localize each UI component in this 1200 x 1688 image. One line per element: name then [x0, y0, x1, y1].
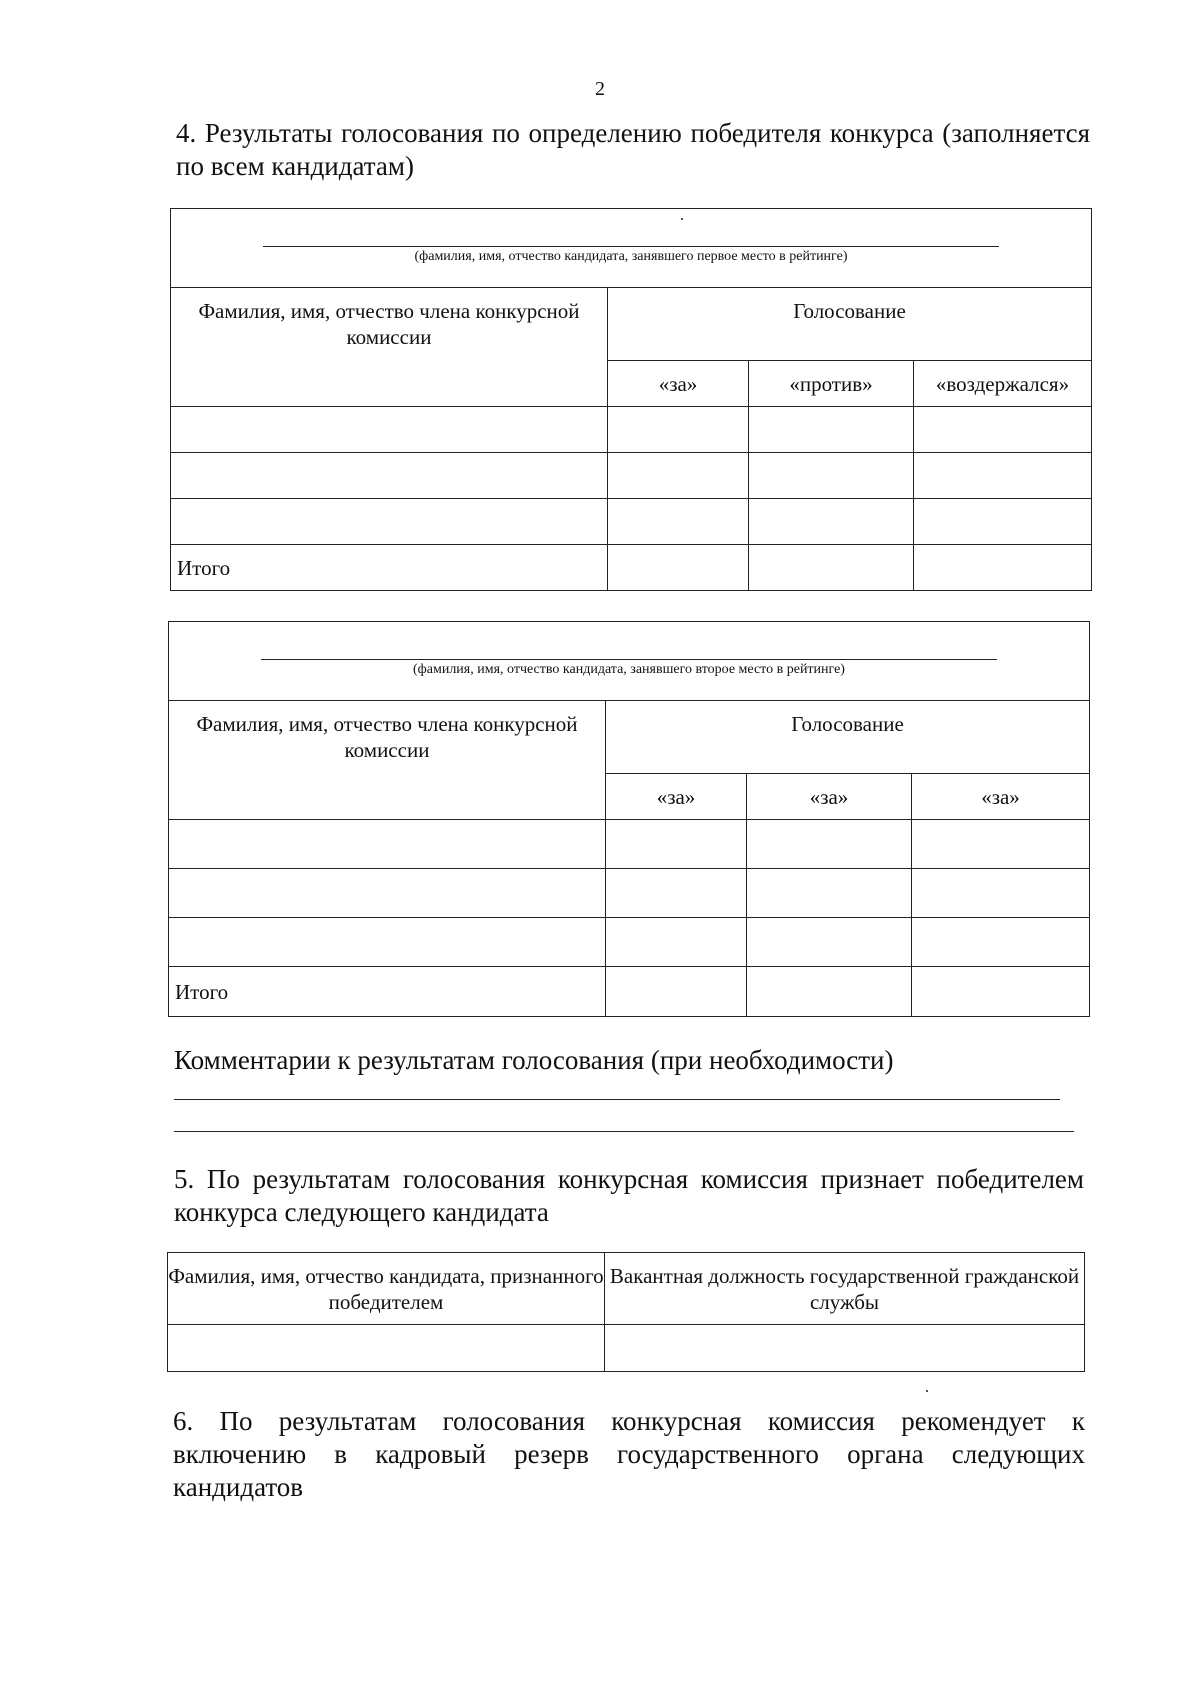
table-row: [169, 918, 1090, 967]
comment-line[interactable]: [174, 1099, 1060, 1100]
vote-against-cell[interactable]: [749, 453, 914, 499]
vote-cell[interactable]: [912, 918, 1090, 967]
total-row: [169, 967, 1090, 1017]
vote-against-cell[interactable]: [749, 407, 914, 453]
candidate-name-line: [263, 246, 999, 247]
table-row: [169, 820, 1090, 869]
voting-table-second-place: [168, 621, 1090, 1017]
member-name-cell[interactable]: [169, 869, 606, 918]
member-name-header: Фамилия, имя, отчество члена конкурсной комиссии: [171, 288, 608, 407]
total-label: Итого: [171, 545, 608, 591]
winner-name-cell[interactable]: [168, 1325, 605, 1372]
member-name-cell[interactable]: [171, 407, 608, 453]
total-cell[interactable]: [912, 967, 1090, 1017]
total-cell[interactable]: [747, 967, 912, 1017]
candidate-caption: (фамилия, имя, отчество кандидата, занявшего первое место в рейтинге): [414, 249, 848, 264]
member-name-cell[interactable]: [169, 918, 606, 967]
vote-for-cell[interactable]: [608, 407, 749, 453]
total-against-cell[interactable]: [749, 545, 914, 591]
section-5-heading: 5. По результатам голосования конкурсная комиссия признает победителем конкурса следующего кандидата: [174, 1164, 1084, 1227]
winner-table: [167, 1252, 1085, 1372]
vote-for-cell[interactable]: [608, 499, 749, 545]
table-row: [169, 869, 1090, 918]
table-row: [171, 453, 1092, 499]
vote-column-2-header: «за»: [747, 774, 912, 820]
vote-cell[interactable]: [606, 820, 747, 869]
table-row: [171, 499, 1092, 545]
vacant-position-cell[interactable]: [605, 1325, 1085, 1372]
scan-speck: [926, 1390, 928, 1392]
vote-abstain-cell[interactable]: [914, 453, 1092, 499]
vote-cell[interactable]: [747, 869, 912, 918]
total-label: Итого: [169, 967, 606, 1017]
vote-abstain-header: «воздержался»: [914, 361, 1092, 407]
member-name-header: Фамилия, имя, отчество члена конкурсной комиссии: [169, 701, 606, 820]
scan-speck: [681, 218, 683, 220]
total-abstain-cell[interactable]: [914, 545, 1092, 591]
candidate-name-line: [261, 659, 997, 660]
vote-abstain-cell[interactable]: [914, 499, 1092, 545]
vote-for-cell[interactable]: [608, 453, 749, 499]
total-row: [171, 545, 1092, 591]
page-number: 2: [595, 78, 605, 100]
candidate-name-cell[interactable]: [169, 622, 1090, 701]
vote-cell[interactable]: [747, 820, 912, 869]
vote-cell[interactable]: [912, 869, 1090, 918]
comment-line[interactable]: [174, 1131, 1074, 1132]
total-for-cell[interactable]: [608, 545, 749, 591]
member-name-cell[interactable]: [169, 820, 606, 869]
voting-header: Голосование: [606, 701, 1090, 774]
candidate-name-cell[interactable]: [171, 209, 1092, 288]
winner-name-header: Фамилия, имя, отчество кандидата, признанного победителем: [168, 1253, 605, 1325]
vote-for-header: «за»: [608, 361, 749, 407]
vote-against-cell[interactable]: [749, 499, 914, 545]
voting-header: Голосование: [608, 288, 1092, 361]
total-cell[interactable]: [606, 967, 747, 1017]
member-name-cell[interactable]: [171, 499, 608, 545]
table-row: [171, 407, 1092, 453]
voting-table-first-place: [170, 208, 1092, 591]
vote-against-header: «против»: [749, 361, 914, 407]
vacant-position-header: Вакантная должность государственной гражданской службы: [605, 1253, 1085, 1325]
vote-cell[interactable]: [747, 918, 912, 967]
comments-label: Комментарии к результатам голосования (при необходимости): [174, 1045, 894, 1075]
vote-cell[interactable]: [606, 918, 747, 967]
vote-abstain-cell[interactable]: [914, 407, 1092, 453]
vote-cell[interactable]: [606, 869, 747, 918]
vote-cell[interactable]: [912, 820, 1090, 869]
table-row: [168, 1325, 1085, 1372]
candidate-caption: (фамилия, имя, отчество кандидата, занявшего второе место в рейтинге): [413, 662, 845, 677]
member-name-cell[interactable]: [171, 453, 608, 499]
section-6-heading: 6. По результатам голосования конкурсная комиссия рекомендует к включению в кадровый резерв государственного органа следующих кандидатов: [173, 1406, 1085, 1502]
vote-column-3-header: «за»: [912, 774, 1090, 820]
section-4-heading: 4. Результаты голосования по определению победителя конкурса (заполняется по всем кандидатам): [176, 118, 1090, 181]
vote-column-1-header: «за»: [606, 774, 747, 820]
